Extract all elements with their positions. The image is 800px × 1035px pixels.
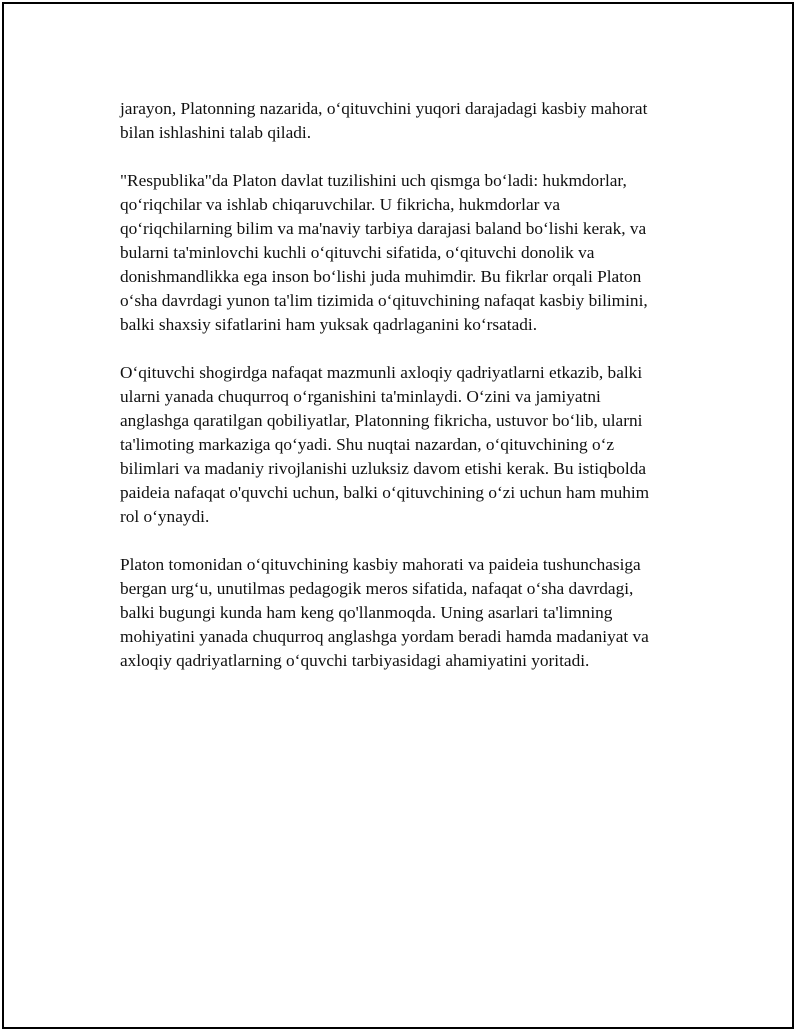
- text-line: bergan urg‘u, unutilmas pedagogik meros sifatida, nafaqat o‘sha davrdagi,: [120, 579, 634, 598]
- document-page: [2, 2, 794, 1029]
- text-line: mohiyatini yanada chuqurroq anglashga yordam beradi hamda madaniyat va: [120, 627, 649, 646]
- text-line: O‘qituvchi shogirdga nafaqat mazmunli axloqiy qadriyatlarni etkazib, balki: [120, 363, 643, 382]
- text-line: anglashga qaratilgan qobiliyatlar, Platonning fikricha, ustuvor bo‘lib, ularni: [120, 411, 643, 430]
- text-line: axloqiy qadriyatlarning o‘quvchi tarbiyasidagi ahamiyatini yoritadi.: [120, 651, 590, 670]
- text-line: bilan ishlashini talab qiladi.: [120, 123, 312, 142]
- text-line: jarayon, Platonning nazarida, o‘qituvchini yuqori darajadagi kasbiy mahorat: [120, 99, 648, 118]
- text-line: ularni yanada chuqurroq o‘rganishini ta'minlaydi. O‘zini va jamiyatni: [120, 387, 601, 406]
- paragraph-2: [120, 169, 700, 337]
- text-line: Platon tomonidan o‘qituvchining kasbiy mahorati va paideia tushunchasiga: [120, 555, 641, 574]
- paragraph-1: [120, 97, 700, 145]
- text-line: qo‘riqchilar va ishlab chiqaruvchilar. U fikricha, hukmdorlar va: [120, 195, 561, 214]
- text-line: bilimlari va madaniy rivojlanishi uzluksiz davom etishi kerak. Bu istiqbolda: [120, 459, 647, 478]
- text-line: o‘sha davrdagi yunon ta'lim tizimida o‘qituvchining nafaqat kasbiy bilimini,: [120, 291, 648, 310]
- paragraph-3: [120, 361, 700, 529]
- text-line: rol o‘ynaydi.: [120, 507, 210, 526]
- document-body: [120, 97, 700, 697]
- text-line: donishmandlikka ega inson bo‘lishi juda muhimdir. Bu fikrlar orqali Platon: [120, 267, 642, 286]
- text-line: paideia nafaqat o'quvchi uchun, balki o‘qituvchining o‘zi uchun ham muhim: [120, 483, 650, 502]
- paragraph-4: [120, 553, 700, 673]
- text-line: balki shaxsiy sifatlarini ham yuksak qadrlaganini ko‘rsatadi.: [120, 315, 538, 334]
- text-line: bularni ta'minlovchi kuchli o‘qituvchi sifatida, o‘qituvchi donolik va: [120, 243, 595, 262]
- text-line: qo‘riqchilarning bilim va ma'naviy tarbiya darajasi baland bo‘lishi kerak, va: [120, 219, 647, 238]
- text-line: balki bugungi kunda ham keng qo'llanmoqda. Uning asarlari ta'limning: [120, 603, 613, 622]
- text-line: ta'limoting markaziga qo‘yadi. Shu nuqtai nazardan, o‘qituvchining o‘z: [120, 435, 615, 454]
- text-line: "Respublika"da Platon davlat tuzilishini uch qismga bo‘ladi: hukmdorlar,: [120, 171, 627, 190]
